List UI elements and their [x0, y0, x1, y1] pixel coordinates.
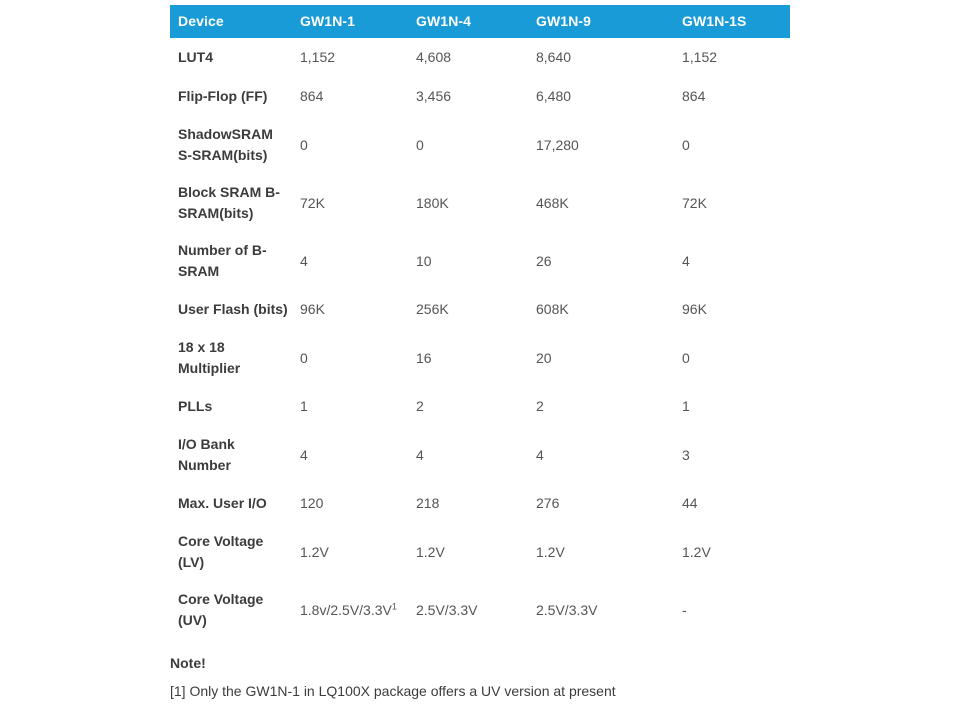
- row-value: 3: [682, 446, 690, 463]
- row-value: 16: [416, 349, 432, 366]
- row-value: 72K: [682, 194, 707, 211]
- row-value: 180K: [416, 194, 449, 211]
- notes-section: [170, 655, 870, 699]
- row-value: 26: [536, 252, 552, 269]
- row-value-text: 1.8v/2.5V/3.3V: [300, 601, 392, 618]
- table-row: [170, 174, 790, 232]
- row-label: Flip-Flop (FF): [178, 88, 268, 104]
- column-header-gw1n-4: GW1N-4: [408, 5, 528, 38]
- row-value: 468K: [536, 194, 569, 211]
- row-value: 10: [416, 252, 432, 269]
- row-value: 608K: [536, 301, 569, 317]
- row-value: 4: [300, 252, 308, 269]
- notes-title: Note!: [170, 655, 206, 671]
- table-row: [170, 484, 790, 523]
- row-value: 218: [416, 495, 440, 511]
- table-row: [170, 329, 790, 387]
- row-label: Core Voltage (LV): [178, 533, 264, 570]
- table-row: [170, 38, 790, 77]
- row-label: I/O Bank Number: [178, 436, 235, 473]
- row-value: 120: [300, 495, 324, 511]
- table-head: [170, 5, 790, 38]
- row-value: 96K: [682, 301, 707, 317]
- row-value: 8,640: [536, 49, 572, 65]
- row-label: Max. User I/O: [178, 495, 267, 511]
- row-value: 4: [416, 446, 424, 463]
- table-row: [170, 232, 790, 290]
- row-value: 2: [416, 398, 424, 414]
- table-row: [170, 581, 790, 639]
- footnote-marker: 1: [391, 600, 397, 611]
- row-label: ShadowSRAM S-SRAM(bits): [178, 126, 273, 163]
- row-value: 0: [682, 136, 690, 153]
- row-value: 0: [300, 136, 308, 153]
- row-value: 1: [300, 398, 308, 414]
- row-value: 1.2V: [416, 543, 445, 560]
- row-value: 1.2V: [682, 543, 711, 560]
- row-value: 1: [682, 398, 690, 414]
- row-value: -: [682, 601, 687, 618]
- row-label: Core Voltage (UV): [178, 591, 264, 628]
- row-value: 864: [682, 88, 706, 104]
- row-value: 1.2V: [536, 543, 565, 560]
- row-value: 44: [682, 495, 698, 511]
- row-value: 2.5V/3.3V: [416, 601, 478, 618]
- device-spec-table-container: [170, 5, 790, 639]
- row-label: LUT4: [178, 49, 213, 65]
- row-value: 96K: [300, 301, 325, 317]
- column-header-gw1n-1s: GW1N-1S: [674, 5, 790, 38]
- table-row: [170, 523, 790, 581]
- row-value: 72K: [300, 194, 325, 211]
- row-value: 20: [536, 349, 552, 366]
- row-value: 4,608: [416, 49, 452, 65]
- row-value: 1,152: [300, 49, 336, 65]
- row-label: PLLs: [178, 398, 213, 414]
- row-label: User Flash (bits): [178, 301, 288, 317]
- row-value: 0: [300, 349, 308, 366]
- row-value: 1,152: [682, 49, 718, 65]
- row-value: 3,456: [416, 88, 452, 104]
- row-value: 864: [300, 88, 324, 104]
- table-row: [170, 77, 790, 116]
- row-value: 0: [416, 136, 424, 153]
- row-value: 1.2V: [300, 543, 329, 560]
- row-value: 2.5V/3.3V: [536, 601, 598, 618]
- column-header-gw1n-1: GW1N-1: [292, 5, 408, 38]
- row-value: 4: [536, 446, 544, 463]
- notes-line: [1] Only the GW1N-1 in LQ100X package offers a UV version at present: [170, 683, 616, 699]
- table-body: [170, 38, 790, 639]
- table-header-row: [170, 5, 790, 38]
- row-value: 17,280: [536, 136, 579, 153]
- row-value: 6,480: [536, 88, 572, 104]
- table-row: [170, 387, 790, 426]
- device-spec-table: [170, 5, 790, 639]
- table-row: [170, 116, 790, 174]
- row-value: 2: [536, 398, 544, 414]
- row-label: Block SRAM B-SRAM(bits): [178, 184, 280, 221]
- table-row: [170, 290, 790, 329]
- row-label: Number of B-SRAM: [178, 242, 267, 279]
- table-row: [170, 426, 790, 484]
- row-value: 4: [682, 252, 690, 269]
- column-header-device: Device: [170, 5, 292, 38]
- row-value: 276: [536, 495, 560, 511]
- row-value: 0: [682, 349, 690, 366]
- row-label: 18 x 18 Multiplier: [178, 339, 241, 376]
- row-value: 256K: [416, 301, 449, 317]
- row-value: 4: [300, 446, 308, 463]
- column-header-gw1n-9: GW1N-9: [528, 5, 674, 38]
- row-value: [292, 581, 408, 639]
